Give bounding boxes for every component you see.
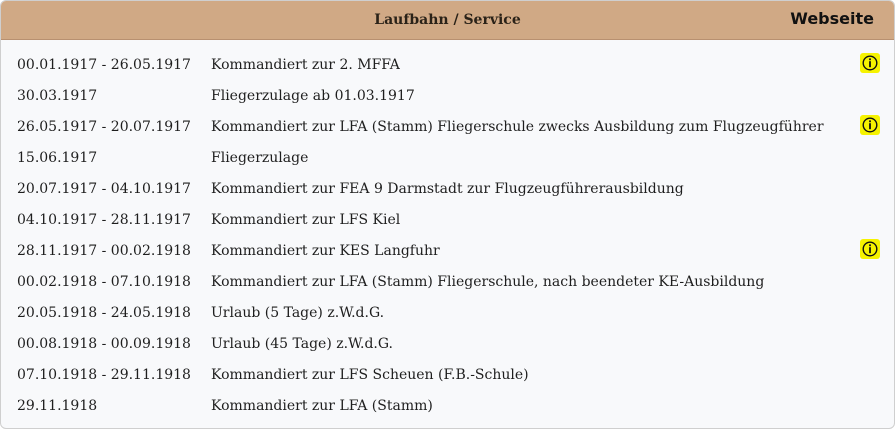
service-description: Kommandiert zur LFA (Stamm) — [211, 398, 433, 414]
service-row — [1, 79, 894, 110]
service-row — [1, 110, 894, 141]
service-date: 26.05.1917 - 20.07.1917 — [17, 119, 191, 135]
service-date: 07.10.1918 - 29.11.1918 — [17, 367, 191, 383]
service-date: 29.11.1918 — [17, 398, 98, 414]
service-row — [1, 265, 894, 296]
service-description: Fliegerzulage ab 01.03.1917 — [211, 88, 415, 104]
service-date: 30.03.1917 — [17, 88, 98, 104]
webseite-link[interactable]: Webseite — [790, 9, 874, 28]
info-button[interactable] — [860, 115, 880, 135]
panel-title: Laufbahn / Service — [374, 12, 521, 28]
service-description: Kommandiert zur LFA (Stamm) Fliegerschule zwecks Ausbildung zum Flugzeugführer — [211, 119, 824, 135]
service-description: Kommandiert zur 2. MFFA — [211, 57, 400, 73]
service-row — [1, 48, 894, 79]
panel-header — [1, 1, 894, 40]
service-row — [1, 234, 894, 265]
service-row — [1, 203, 894, 234]
service-date: 04.10.1917 - 28.11.1917 — [17, 212, 191, 228]
service-description: Fliegerzulage — [211, 150, 309, 166]
service-row — [1, 327, 894, 358]
service-description: Kommandiert zur LFS Kiel — [211, 212, 401, 228]
service-description: Urlaub (5 Tage) z.W.d.G. — [211, 305, 385, 321]
service-date: 20.07.1917 - 04.10.1917 — [17, 181, 191, 197]
service-description: Kommandiert zur KES Langfuhr — [211, 243, 440, 259]
service-date: 00.01.1917 - 26.05.1917 — [17, 57, 191, 73]
service-description: Kommandiert zur LFA (Stamm) Fliegerschule, nach beendeter KE-Ausbildung — [211, 274, 765, 290]
service-date: 15.06.1917 — [17, 150, 98, 166]
service-description: Kommandiert zur FEA 9 Darmstadt zur Flugzeugführerausbildung — [211, 181, 684, 197]
service-description: Urlaub (45 Tage) z.W.d.G. — [211, 336, 393, 352]
service-row — [1, 296, 894, 327]
service-date: 20.05.1918 - 24.05.1918 — [17, 305, 191, 321]
info-circle-icon — [862, 241, 878, 257]
service-date: 00.02.1918 - 07.10.1918 — [17, 274, 191, 290]
service-row — [1, 141, 894, 172]
service-row — [1, 172, 894, 203]
info-circle-icon — [862, 55, 878, 71]
service-date: 28.11.1917 - 00.02.1918 — [17, 243, 191, 259]
service-description: Kommandiert zur LFS Scheuen (F.B.-Schule) — [211, 367, 529, 383]
service-row — [1, 389, 894, 420]
service-row — [1, 358, 894, 389]
service-list — [1, 48, 894, 420]
service-date: 00.08.1918 - 00.09.1918 — [17, 336, 191, 352]
info-circle-icon — [862, 117, 878, 133]
info-button[interactable] — [860, 53, 880, 73]
info-button[interactable] — [860, 239, 880, 259]
